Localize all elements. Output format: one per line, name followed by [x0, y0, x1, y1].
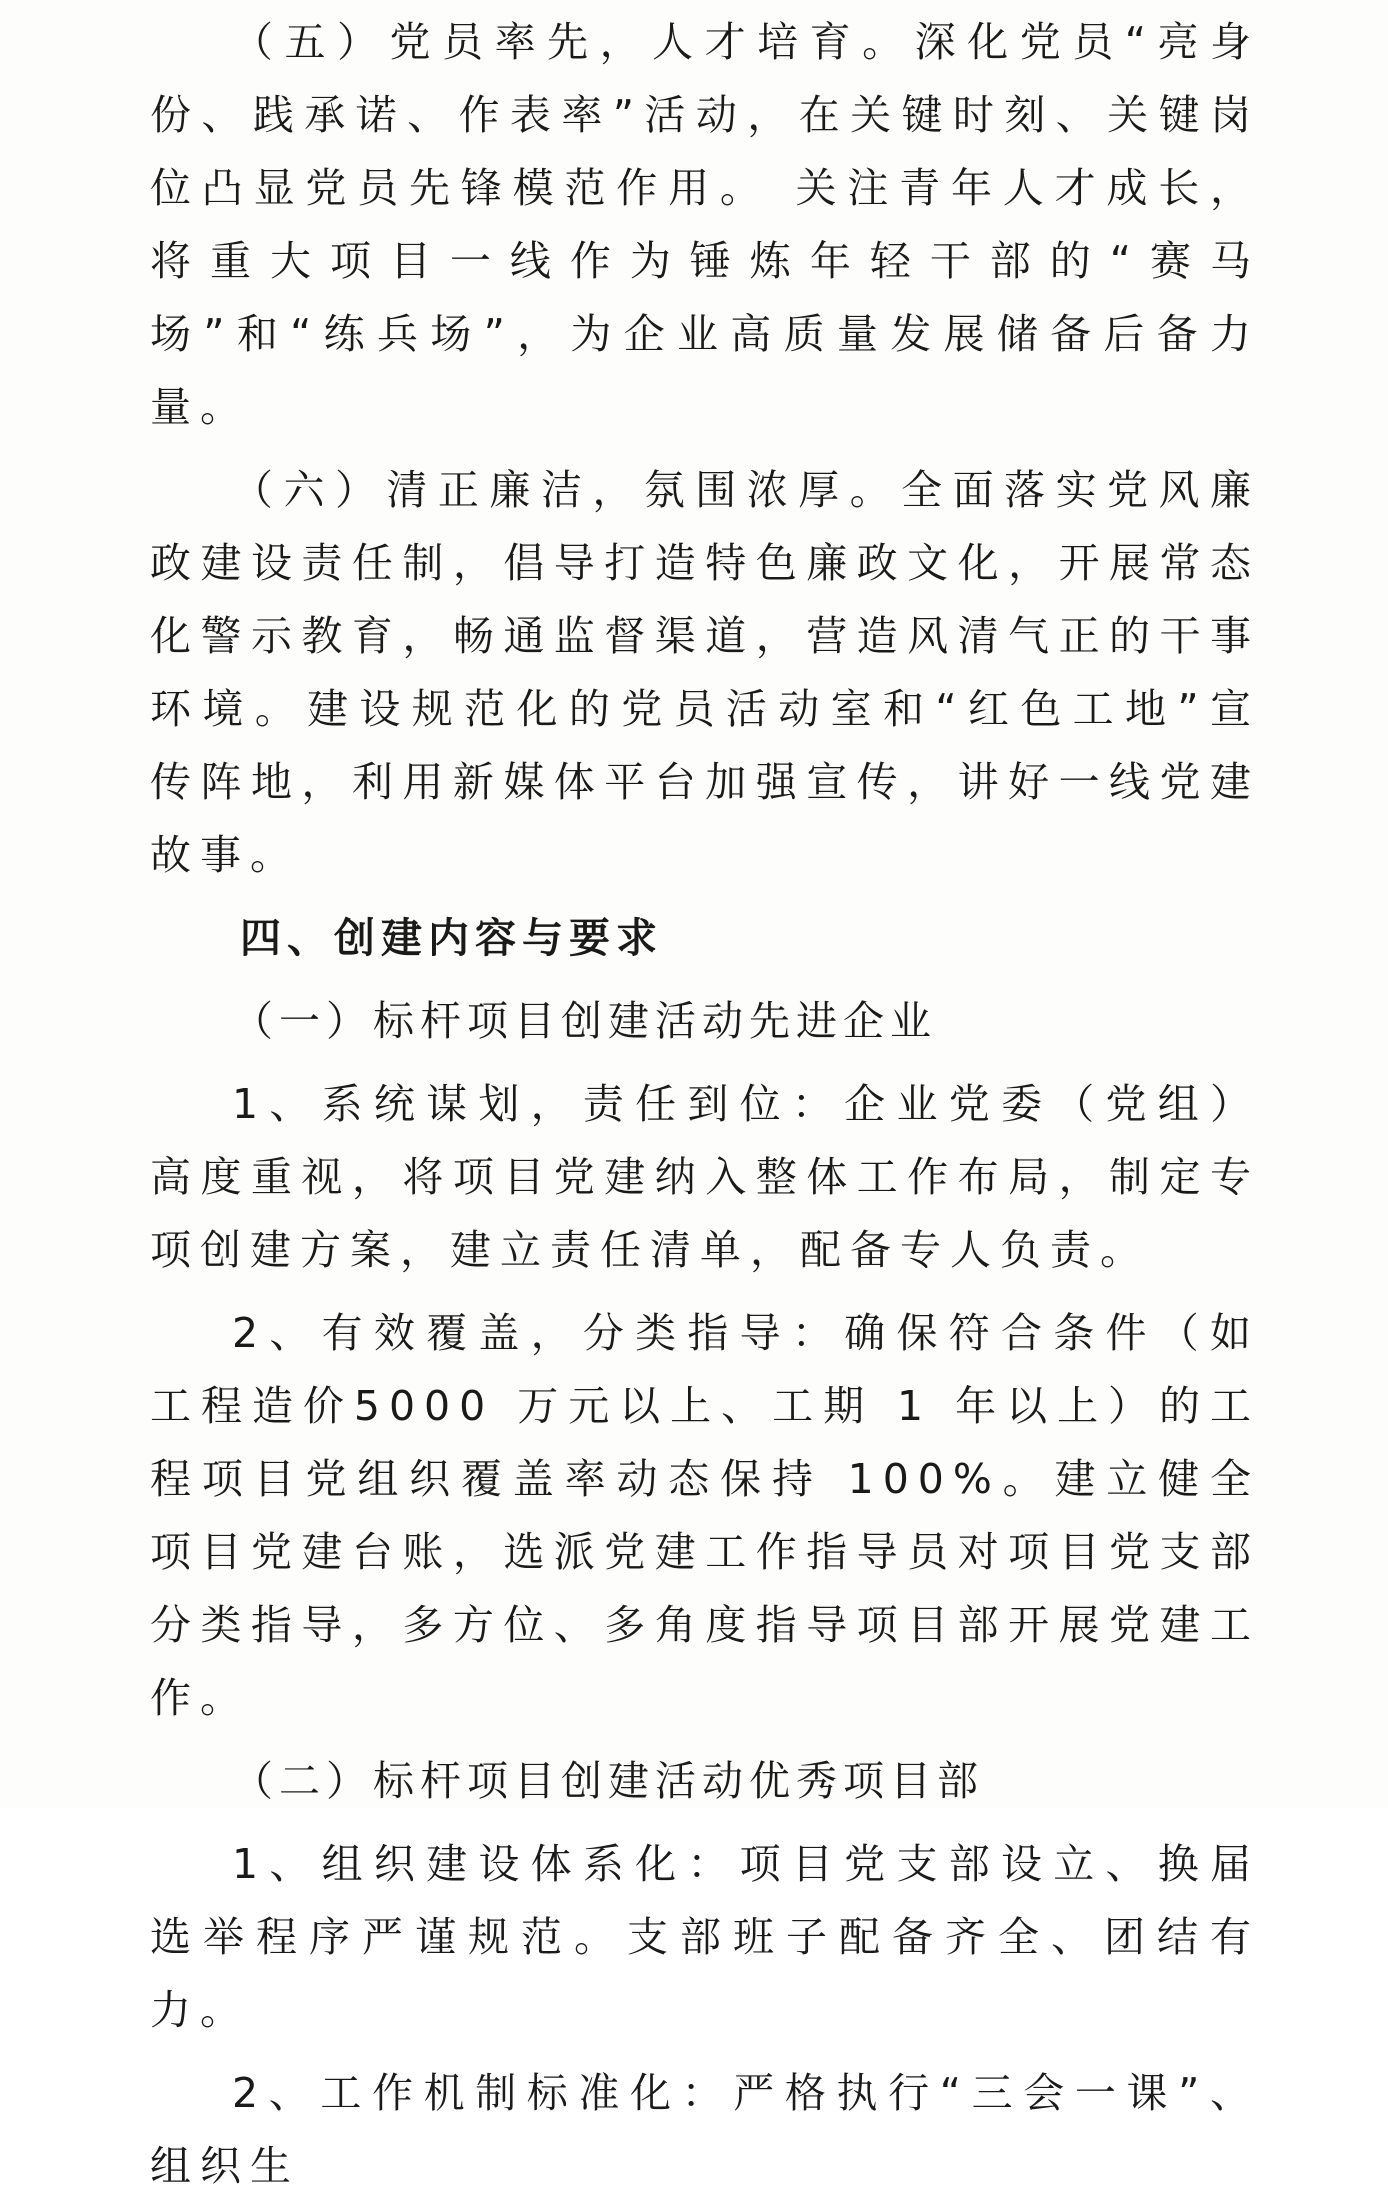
paragraph-five-party-members-lead: （五）党员率先，人才培育。深化党员“亮身份、践承诺、作表率”活动，在关键时刻、关键岗位凸显党员先锋模范作用。 关注青年人才成长，将重大项目一线作为锤炼年轻干部的“赛马场”和“练兵场”，为企业高质量发展储备后备力量。	[150, 18, 1260, 431]
subheading-advanced-enterprise: （一）标杆项目创建活动先进企业	[232, 997, 937, 1045]
paragraph-organization-systematization: 1、组织建设体系化：项目党支部设立、换届选举程序严谨规范。支部班子配备齐全、团结有力。	[150, 1840, 1260, 2034]
paragraph-mechanism-standardization: 2、工作机制标准化：严格执行“三会一课”、组织生	[150, 2069, 1260, 2190]
document-body	[150, 6, 1260, 2203]
section-heading-four: 四、创建内容与要求	[240, 914, 663, 962]
subheading-excellent-project-department: （二）标杆项目创建活动优秀项目部	[232, 1757, 984, 1805]
paragraph-systematic-planning: 1、系统谋划，责任到位：企业党委（党组）高度重视，将项目党建纳入整体工作布局，制定专项创建方案，建立责任清单，配备专人负责。	[150, 1080, 1260, 1274]
paragraph-effective-coverage: 2、有效覆盖，分类指导：确保符合条件（如工程造价5000 万元以上、工期 1 年以上）的工程项目党组织覆盖率动态保持 100%。建立健全项目党建台账，选派党建工作指导员对项目党支部分类指导，多方位、多角度指导项目部开展党建工作。	[150, 1309, 1260, 1722]
paragraph-six-integrity: （六）清正廉洁，氛围浓厚。全面落实党风廉政建设责任制，倡导打造特色廉政文化，开展常态化警示教育，畅通监督渠道，营造风清气正的干事环境。建设规范化的党员活动室和“红色工地”宣传阵地，利用新媒体平台加强宣传，讲好一线党建故事。	[150, 466, 1260, 879]
